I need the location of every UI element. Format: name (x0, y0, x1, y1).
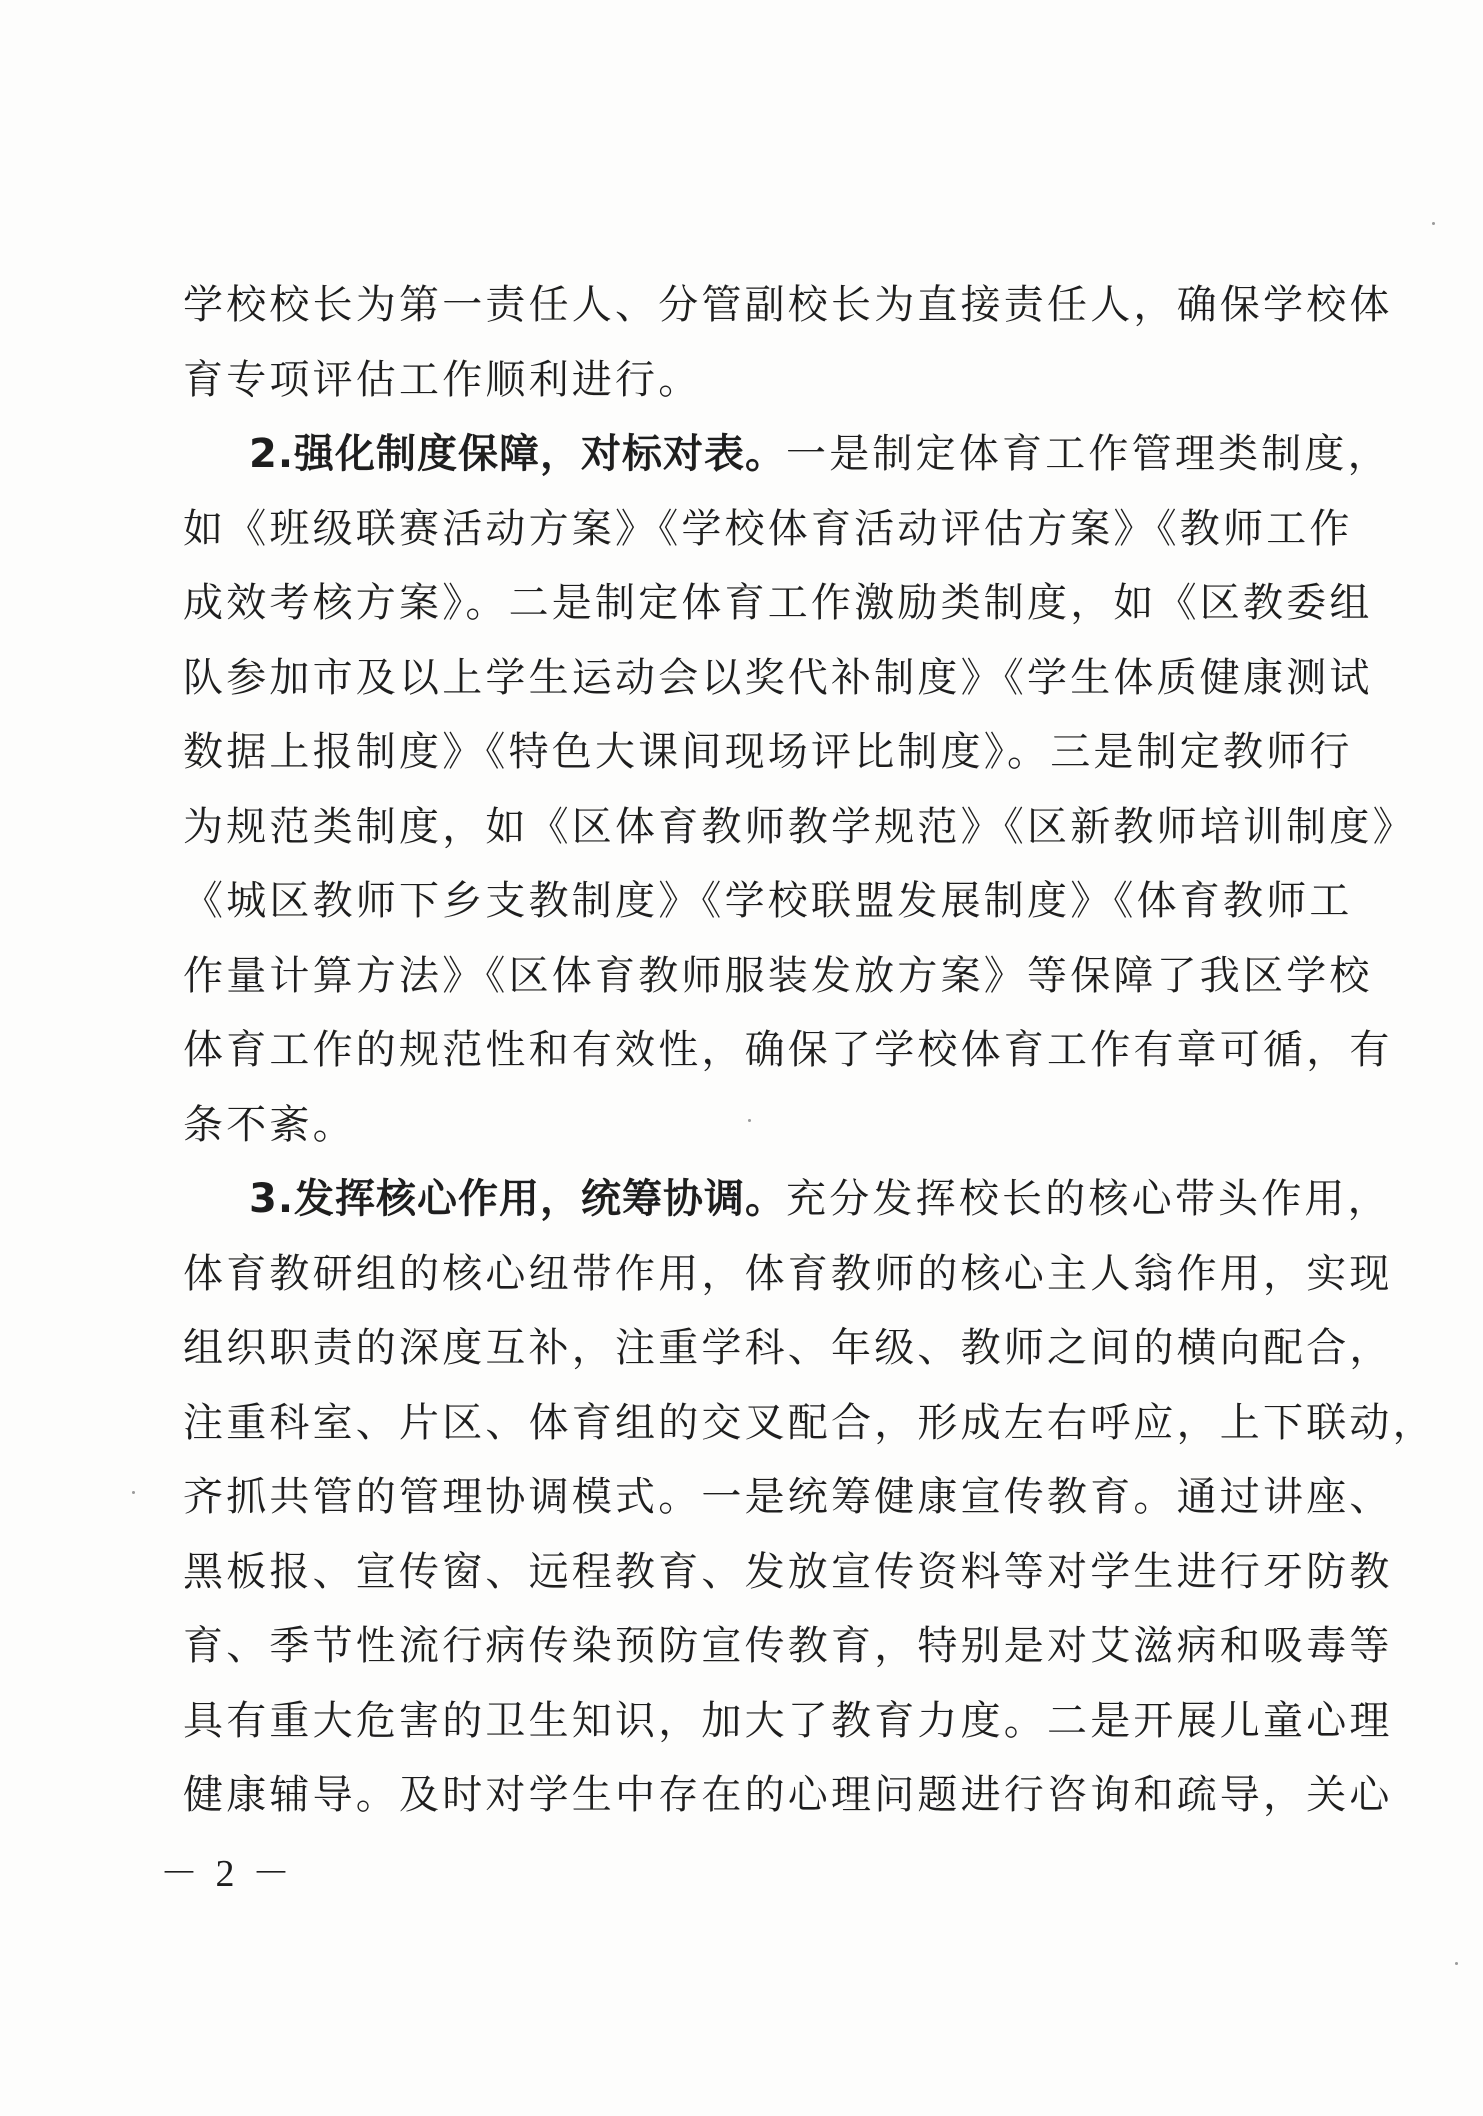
text-line: 齐抓共管的管理协调模式。一是统筹健康宣传教育。通过讲座、 (183, 1474, 1393, 1520)
text-line: 为规范类制度，如《区体育教师教学规范》《区新教师培训制度》 (183, 803, 1416, 850)
scan-speck (1455, 1962, 1458, 1965)
text-line: 育专项评估工作顺利进行。 (183, 356, 702, 403)
text-line: 作量计算方法》《区体育教师服装发放方案》等保障了我区学校 (183, 952, 1373, 999)
text-line: 注重科室、片区、体育组的交叉配合，形成左右呼应，上下联动， (183, 1399, 1436, 1446)
section-heading: 2.强化制度保障，对标对表。 (249, 431, 787, 477)
text-line: 黑板报、宣传窗、远程教育、发放宣传资料等对学生进行牙防教 (183, 1548, 1393, 1595)
text-line: 学校校长为第一责任人、分管副校长为直接责任人，确保学校体 (183, 282, 1393, 328)
text-line: 组织职责的深度互补，注重学科、年级、教师之间的横向配合， (183, 1325, 1393, 1371)
text-line-rest: 一是制定体育工作管理类制度， (786, 431, 1391, 477)
text-line: 健康辅导。及时对学生中存在的心理问题进行咨询和疏导，关心 (183, 1772, 1393, 1818)
text-line: 《城区教师下乡支教制度》《学校联盟发展制度》《体育教师工 (183, 878, 1353, 924)
text-line: 具有重大危害的卫生知识，加大了教育力度。二是开展儿童心理 (183, 1697, 1393, 1744)
scan-speck (1432, 222, 1435, 225)
section-heading: 3.发挥核心作用，统筹协调。 (249, 1176, 787, 1222)
text-line-rest: 充分发挥校长的核心带头作用， (786, 1176, 1391, 1222)
text-line: 如《班级联赛活动方案》《学校体育活动评估方案》《教师工作 (183, 505, 1353, 552)
text-line: 体育教研组的核心纽带作用，体育教师的核心主人翁作用，实现 (183, 1250, 1393, 1297)
scan-speck (748, 1119, 751, 1122)
scan-speck (132, 1491, 135, 1494)
paragraph-first-line (183, 417, 1391, 492)
page-number: － 2 － (160, 1853, 295, 1895)
text-line: 数据上报制度》《特色大课间现场评比制度》。三是制定教师行 (183, 729, 1353, 775)
text-line: 成效考核方案》。二是制定体育工作激励类制度，如《区教委组 (183, 580, 1373, 626)
text-line: 育、季节性流行病传染预防宣传教育，特别是对艾滋病和吸毒等 (183, 1623, 1393, 1669)
paragraph-first-line (183, 1162, 1391, 1237)
body-text (183, 268, 1436, 1833)
text-line: 队参加市及以上学生运动会以奖代补制度》《学生体质健康测试 (183, 654, 1373, 701)
text-line: 条不紊。 (183, 1101, 356, 1148)
text-line: 体育工作的规范性和有效性，确保了学校体育工作有章可循，有 (183, 1027, 1393, 1073)
